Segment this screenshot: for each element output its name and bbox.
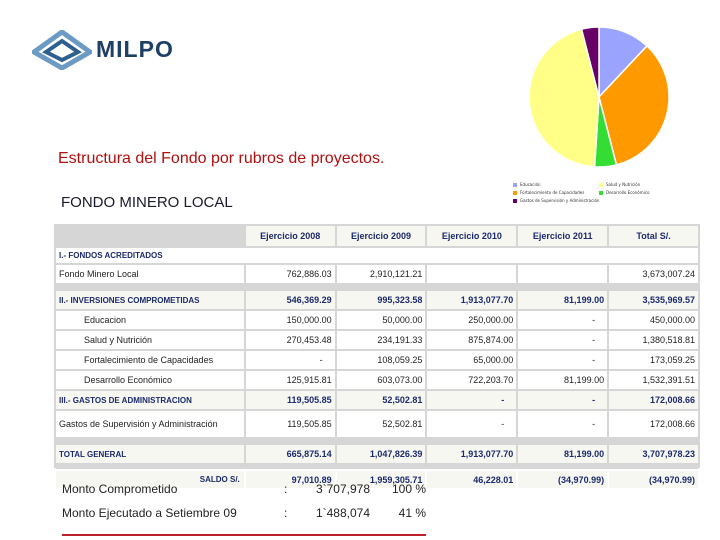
table-cell: - (518, 331, 607, 349)
milpo-logo (32, 30, 192, 74)
table-cell: - (427, 391, 516, 409)
table-cell: - (518, 351, 607, 369)
table-cell: 173,059.25 (609, 351, 698, 369)
legend-item (513, 182, 541, 187)
table-cell: 546,369.29 (246, 291, 335, 309)
table-cell: 108,059.25 (337, 351, 426, 369)
table-cell: - (518, 411, 607, 437)
row-gap (56, 465, 698, 469)
row-label: Educacion (56, 311, 244, 329)
table-cell: 234,191.33 (337, 331, 426, 349)
row-label: Desarrollo Económico (56, 371, 244, 389)
table-cell: 52,502.81 (337, 391, 426, 409)
row-label: II.- INVERSIONES COMPROMETIDAS (56, 291, 244, 309)
legend-label: Desarrollo Económico (606, 190, 650, 195)
table-cell: - (518, 391, 607, 409)
table-cell: 125,915.81 (246, 371, 335, 389)
table-cell: 722,203.70 (427, 371, 516, 389)
table-row (56, 371, 698, 389)
milpo-diamond-logo-icon (32, 30, 92, 70)
table-cell: 81,199.00 (518, 371, 607, 389)
table-cell (427, 265, 516, 283)
page-subtitle: Estructura del Fondo por rubros de proyectos. (58, 150, 385, 167)
fund-table (54, 224, 700, 490)
table-cell: 1,047,826.39 (337, 445, 426, 463)
table-cell: (34,970.99) (609, 471, 698, 488)
table-cell: 665,875.14 (246, 445, 335, 463)
row-label: Gastos de Supervisión y Administración (56, 411, 244, 437)
table-cell: 2,910,121.21 (337, 265, 426, 283)
row-label: Fondo Minero Local (56, 265, 244, 283)
table-cell: 3,707,978.23 (609, 445, 698, 463)
row-label: TOTAL GENERAL (56, 445, 244, 463)
table-cell: 3,673,007.24 (609, 265, 698, 283)
legend-label: Salud y Nutrición (606, 182, 641, 187)
summary-label: Monto Ejecutado a Setiembre 09 (62, 506, 237, 520)
header-cell: Ejercicio 2011 (518, 226, 607, 246)
table-cell: 81,199.00 (518, 445, 607, 463)
table-cell: 762,886.03 (246, 265, 335, 283)
table-cell: - (246, 351, 335, 369)
table-cell: 65,000.00 (427, 351, 516, 369)
table-cell: 3,535,969.57 (609, 291, 698, 309)
table-row (56, 411, 698, 437)
table-cell: 250,000.00 (427, 311, 516, 329)
table-cell: 1,532,391.51 (609, 371, 698, 389)
pie-legend (513, 180, 698, 206)
row-label: Fortalecimiento de Capacidades (56, 351, 244, 369)
row-label: SALDO S/. (56, 471, 244, 488)
table-row-inversiones (56, 291, 698, 309)
table-row (56, 311, 698, 329)
table-cell: 50,000.00 (337, 311, 426, 329)
section-label: I.- FONDOS ACREDITADOS (56, 248, 698, 263)
pie-chart (526, 22, 672, 172)
row-gap (56, 439, 698, 443)
summary-amount: 3`707,978 (315, 482, 370, 496)
table-cell: 150,000.00 (246, 311, 335, 329)
table-cell: 81,199.00 (518, 291, 607, 309)
summary-amount: 1`488,074 (315, 506, 370, 520)
summary-underline (62, 534, 426, 536)
table-cell: 46,228.01 (427, 471, 516, 488)
fund-table-container (54, 224, 700, 485)
table-cell: 995,323.58 (337, 291, 426, 309)
legend-swatch (513, 191, 517, 195)
table-header-row (56, 226, 698, 246)
table-row (56, 265, 698, 283)
legend-label: Gastos de Supervisión y Administración (520, 198, 600, 203)
table-row-gastos-adm (56, 391, 698, 409)
gap-cell (56, 285, 698, 289)
table-cell: 172,008.66 (609, 411, 698, 437)
table-cell (518, 265, 607, 283)
logo-text: MILPO (96, 36, 174, 62)
table-cell: 119,505.85 (246, 391, 335, 409)
row-label: III.- GASTOS DE ADMINISTRACION (56, 391, 244, 409)
table-row-total (56, 445, 698, 463)
gap-cell (56, 465, 698, 469)
legend-item (599, 190, 649, 195)
header-cell: Ejercicio 2010 (427, 226, 516, 246)
table-cell: 119,505.85 (246, 411, 335, 437)
summary-percent: 100 % (391, 482, 426, 496)
legend-item (599, 182, 640, 187)
legend-swatch (599, 183, 603, 187)
summary-percent: 41 % (398, 506, 426, 520)
summary-label: Monto Comprometido (62, 482, 178, 496)
table-cell: 1,913,077.70 (427, 291, 516, 309)
header-cell: Ejercicio 2008 (246, 226, 335, 246)
legend-swatch (599, 191, 603, 195)
summary-row-comprometido (62, 482, 462, 498)
table-row (56, 351, 698, 369)
table-cell: 450,000.00 (609, 311, 698, 329)
table-cell: 1,380,518.81 (609, 331, 698, 349)
table-cell: 1,959,305.71 (337, 471, 426, 488)
table-row (56, 331, 698, 349)
table-cell: (34,970.99) (518, 471, 607, 488)
legend-item (513, 190, 584, 195)
header-blank (56, 226, 244, 246)
legend-label: Fortalecimiento de Capacidades (520, 190, 585, 195)
table-cell: 52,502.81 (337, 411, 426, 437)
table-cell: 875,874.00 (427, 331, 516, 349)
table-cell: - (518, 311, 607, 329)
header-cell: Total S/. (609, 226, 698, 246)
summary-colon: : (284, 482, 288, 496)
table-cell: 172,008.66 (609, 391, 698, 409)
summary-row-ejecutado (62, 506, 462, 522)
summary (62, 476, 462, 536)
row-label: Salud y Nutrición (56, 331, 244, 349)
legend-swatch (513, 199, 517, 203)
table-cell: 97,010.89 (246, 471, 335, 488)
legend-item (513, 198, 599, 203)
header-cell: Ejercicio 2009 (337, 226, 426, 246)
row-gap (56, 285, 698, 289)
summary-colon: : (284, 506, 288, 520)
table-cell: 603,073.00 (337, 371, 426, 389)
fondo-title: FONDO MINERO LOCAL (61, 194, 233, 211)
table-cell: - (427, 411, 516, 437)
legend-label: Educación (520, 182, 541, 187)
table-cell: 270,453.48 (246, 331, 335, 349)
table-cell: 1,913,077.70 (427, 445, 516, 463)
legend-swatch (513, 183, 517, 187)
gap-cell (56, 439, 698, 443)
section-row-fondos (56, 248, 698, 263)
